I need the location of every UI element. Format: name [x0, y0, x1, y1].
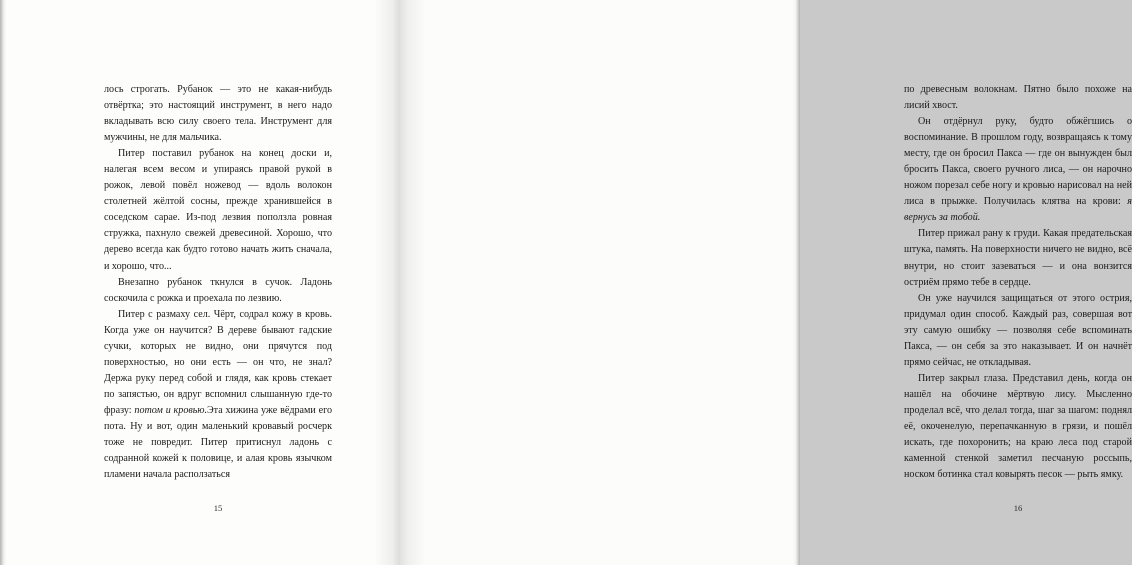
italic-phrase: потом и кровью. — [134, 404, 207, 416]
page-number-left: 15 — [213, 503, 223, 513]
gutter-shadow-left — [374, 0, 400, 565]
italic-phrase: я вернусь за тобой. — [904, 196, 1132, 224]
page-number-right: 16 — [1013, 503, 1023, 513]
page-right-textblock — [904, 82, 1132, 483]
paragraph: лось строгать. Рубанок — это не какая-нибудь отвёртка; это настоящий инструмент, в него надо вкладывать всю силу своего тела. Инструмент для мужчины, не для мальчика. — [104, 84, 332, 144]
paragraph-text: Питер с размаху сел. Чёрт, содрал кожу в кровь. Когда уже он научится? В дереве бывают гадские сучки, которых не видно, они прячутся под поверхностью, но они есть — он что, не знал? Держа руку перед собой и глядя, как кровь стекает по запястью, он вдруг вспомнил слышанную где-то фразу: — [104, 308, 332, 416]
page-edge-shadow-left — [0, 0, 7, 565]
paragraph-with-italic — [104, 307, 332, 484]
gutter-shadow-right — [400, 0, 426, 565]
paragraph: Он уже научился защищаться от этого острия, придумал один способ. Каждый раз, совершая вот эту самую ошибку — позволяя себе вспоминать Пакса, — он себя за это наказывает. И он начнёт прямо сейчас, не откладывая. — [904, 292, 1132, 368]
page-left-textblock — [104, 82, 332, 483]
paragraph: Внезапно рубанок ткнулся в сучок. Ладонь соскочила с рожка и проехала по лезвию. — [104, 276, 332, 304]
paragraph-text-cont: Эта хижина уже вёдрами его пота. Ну и вот, один маленький кровавый росчерк тоже не повредит. Питер притиснул ладонь с содранной кожей к половице, и алая кровь язычком пламени начала расползаться — [104, 404, 333, 481]
paragraph-text: Он отдёрнул руку, будто обжёгшись о воспоминание. В прошлом году, возвращаясь к тому месту, где он бросил Пакса — где он вынужден был бросить Пакса, своего ручного лиса, — он нарочно ножом порезал себе ногу и кровью нарисовал на ней лиса в прыжке. Получилась клятва на крови: — [904, 116, 1132, 208]
paragraph: по древесным волокнам. Пятно было похоже на лисий хвост. — [904, 84, 1132, 112]
paragraph: Питер закрыл глаза. Представил день, когда он нашёл на обочине мёртвую лису. Мысленно проделал всё, что делал тогда, шаг за шагом: поднял её, окоченелую, перепачканную в грязи, и пошёл искать, где похоронить; на краю леса под старой каменной стенкой заметил песчаную россыпь, носком ботинка стал ковырять песок — рыть ямку. — [904, 372, 1132, 481]
page-edge-shadow-right — [793, 0, 800, 565]
paragraph: Питер поставил рубанок на конец доски и, налегая всем весом и упираясь правой рукой в рожок, левой повёл ножевод — вдоль волокон столетней жёлтой сосны, прежде хранившейся в соседском сарае. Из-под лезвия поползла ровная стружка, пахнуло свежей древесиной. Хорошо, что дерево всегда как будто готово начать жить сначала, и хорошо, что... — [104, 148, 332, 272]
page-right — [400, 0, 1132, 565]
page-left — [0, 0, 400, 565]
paragraph-with-italic — [904, 114, 1132, 226]
paragraph: Питер прижал рану к груди. Какая предательская штука, память. На поверхности ничего не видно, всё внутри, но стоит зазеваться — и она вонзится остриём прямо тебе в сердце. — [904, 228, 1132, 288]
